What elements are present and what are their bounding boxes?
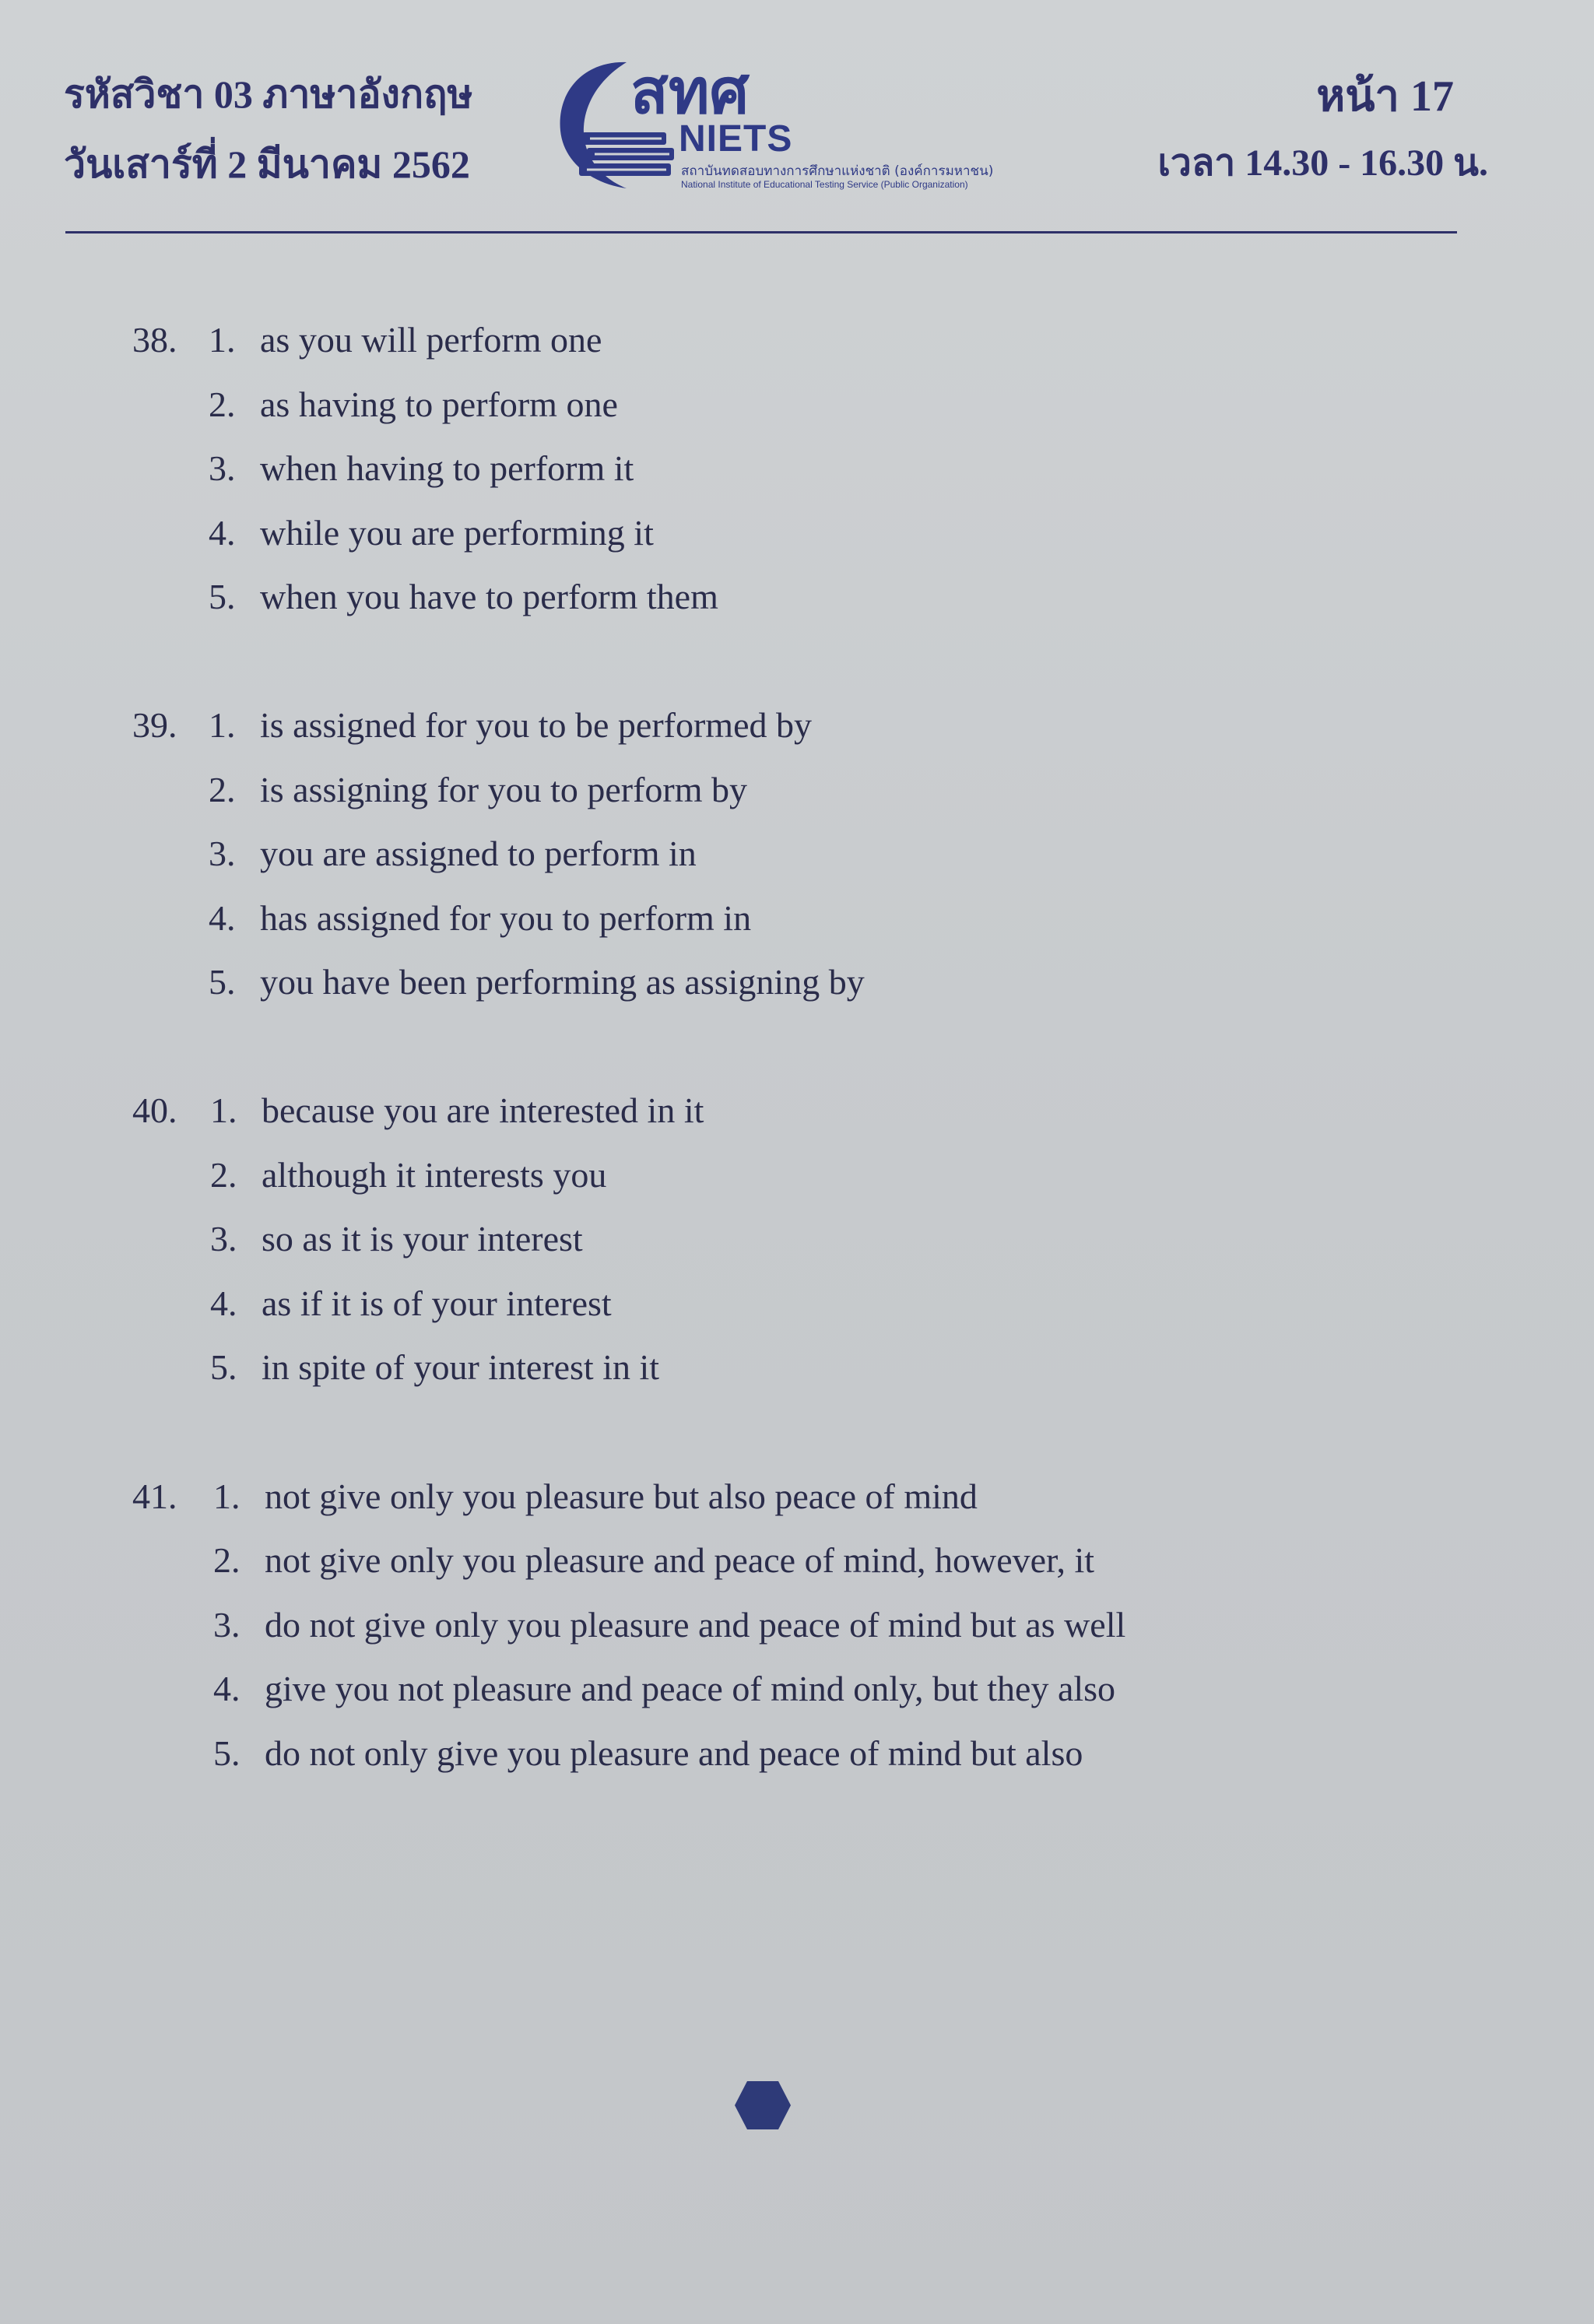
option: 3. so as it is your interest (210, 1219, 583, 1259)
option: 2. is assigning for you to perform by (209, 770, 748, 809)
option: 1. not give only you pleasure but also peace of mind (213, 1476, 978, 1516)
logo-english-name: National Institute of Educational Testing Service (Public Organization) (681, 179, 968, 190)
option: 5. when you have to perform them (209, 577, 718, 616)
option: 3. do not give only you pleasure and peace of mind but as well (213, 1605, 1126, 1645)
exam-time: เวลา 14.30 - 16.30 น. (1157, 142, 1488, 184)
hexagon-mark-icon (732, 2078, 794, 2133)
header-left (64, 72, 473, 186)
question-number: 39. (132, 705, 177, 745)
page-number: หน้า 17 (1316, 72, 1454, 121)
logo-thai-name: สถาบันทดสอบทางการศึกษาแห่งชาติ (องค์การมหาชน) (681, 163, 994, 179)
logo-english-abbr: NIETS (679, 118, 793, 160)
niets-logo (553, 45, 1082, 201)
option: 4. while you are performing it (209, 513, 654, 553)
option: 1. as you will perform one (209, 320, 602, 360)
option: 4. as if it is of your interest (210, 1283, 612, 1323)
logo-thai-abbr: สทศ (630, 55, 750, 128)
question-number: 40. (132, 1090, 177, 1130)
question-number: 38. (132, 320, 177, 360)
option: 3. you are assigned to perform in (209, 834, 697, 873)
option: 3. when having to perform it (209, 448, 634, 488)
option: 2. not give only you pleasure and peace of mind, however, it (213, 1540, 1095, 1580)
option: 1. is assigned for you to be performed by (209, 705, 813, 745)
option: 5. you have been performing as assigning by (209, 962, 865, 1002)
question-number: 41. (132, 1476, 177, 1516)
subject-code: รหัสวิชา 03 ภาษาอังกฤษ (64, 72, 473, 116)
header-right (1157, 72, 1488, 184)
option: 4. give you not pleasure and peace of mind only, but they also (213, 1669, 1116, 1708)
option: 2. although it interests you (210, 1155, 607, 1195)
option: 4. has assigned for you to perform in (209, 898, 752, 938)
exam-date: วันเสาร์ที่ 2 มีนาคม 2562 (64, 142, 470, 186)
header-divider (65, 231, 1457, 233)
option: 5. in spite of your interest in it (210, 1347, 660, 1387)
option: 5. do not only give you pleasure and peace of mind but also (213, 1733, 1083, 1773)
option: 1. because you are interested in it (210, 1090, 704, 1130)
option: 2. as having to perform one (209, 384, 618, 424)
